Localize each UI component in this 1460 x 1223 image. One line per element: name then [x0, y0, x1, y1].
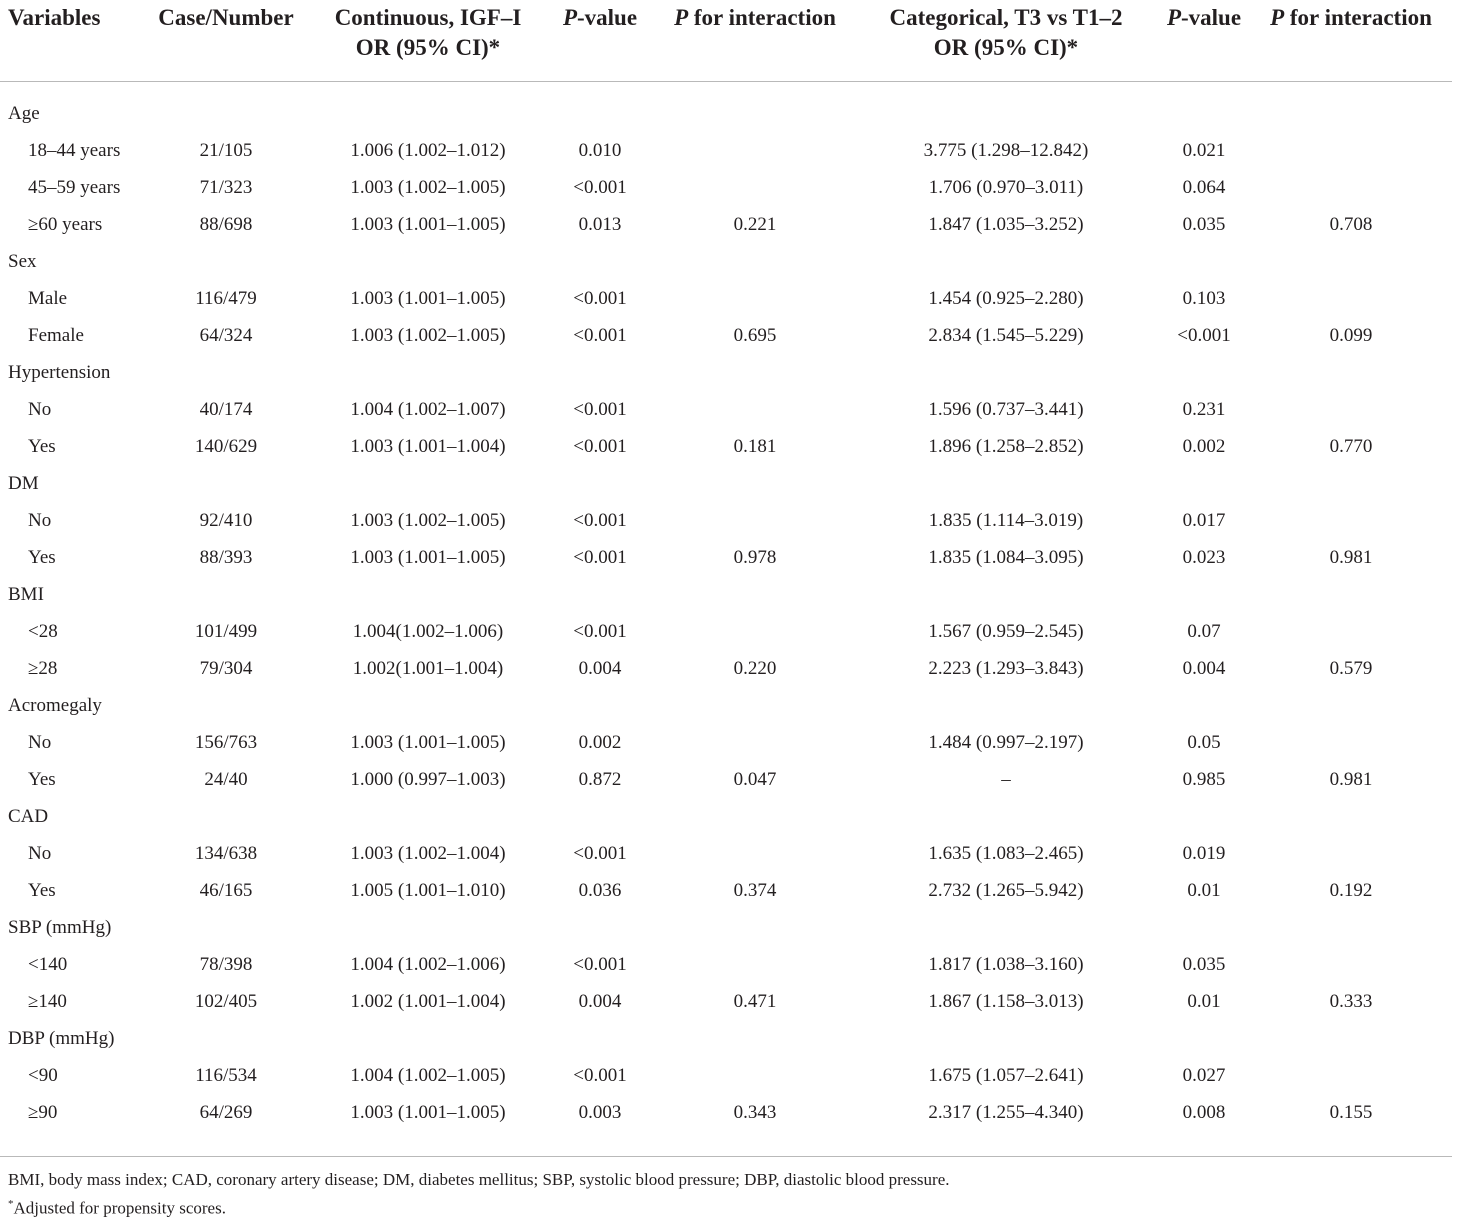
continuous-p-interaction-cell: 0.343: [733, 1102, 777, 1123]
categorical-or-cell: 2.317 (1.255–4.340): [928, 1102, 1084, 1123]
continuous-or-cell: 1.003 (1.002–1.005): [350, 510, 506, 531]
continuous-p-interaction-cell: [656, 170, 854, 207]
subgroup-label: Male: [28, 288, 68, 309]
continuous-p-value-cell: 0.004: [578, 658, 622, 679]
categorical-or-cell: 1.847 (1.035–3.252): [928, 214, 1084, 235]
continuous-or-cell: 1.003 (1.002–1.005): [350, 325, 506, 346]
categorical-p-value-cell: 0.002: [1182, 436, 1226, 457]
group-row: [0, 466, 1452, 503]
group-row: [0, 1021, 1452, 1058]
case-number-cell: 40/174: [199, 399, 253, 420]
categorical-p-interaction-cell: 0.770: [1329, 436, 1373, 457]
categorical-p-interaction-cell: [1250, 170, 1452, 207]
subgroup-label: No: [28, 510, 52, 531]
group-row: [0, 244, 1452, 281]
categorical-p-value-cell: 0.035: [1182, 954, 1226, 975]
categorical-p-interaction-cell: [1250, 836, 1452, 873]
categorical-p-interaction-cell: [1250, 725, 1452, 762]
categorical-p-interaction-cell: 0.192: [1329, 880, 1373, 901]
case-number-cell: 71/323: [199, 177, 253, 198]
header-case-number: Case/Number: [140, 0, 312, 82]
continuous-p-interaction-cell: [656, 503, 854, 540]
case-number-cell: 88/393: [199, 547, 253, 568]
categorical-or-cell: 1.675 (1.057–2.641): [928, 1065, 1084, 1086]
table-row: [0, 873, 1452, 910]
continuous-p-interaction-cell: 0.978: [733, 547, 777, 568]
categorical-p-interaction-cell: 0.981: [1329, 547, 1373, 568]
header-categorical-or: Categorical, T3 vs T1–2 OR (95% CI)*: [854, 0, 1158, 82]
group-row: [0, 688, 1452, 725]
categorical-p-value-cell: 0.07: [1187, 621, 1221, 642]
categorical-or-cell: 2.732 (1.265–5.942): [928, 880, 1084, 901]
categorical-or-cell: –: [1001, 769, 1011, 790]
header-continuous-or: Continuous, IGF–I OR (95% CI)*: [312, 0, 544, 82]
continuous-or-cell: 1.003 (1.001–1.004): [350, 436, 506, 457]
continuous-p-interaction-cell: 0.695: [733, 325, 777, 346]
continuous-p-interaction-cell: [656, 392, 854, 429]
continuous-or-cell: 1.005 (1.001–1.010): [350, 880, 506, 901]
header-spacer-row: [0, 82, 1452, 96]
categorical-p-interaction-cell: 0.981: [1329, 769, 1373, 790]
header-variables: Variables: [0, 0, 140, 82]
continuous-or-cell: 1.006 (1.002–1.012): [350, 140, 506, 161]
case-number-cell: 140/629: [194, 436, 258, 457]
continuous-or-cell: 1.003 (1.001–1.005): [350, 1102, 506, 1123]
case-number-cell: 156/763: [194, 732, 258, 753]
continuous-p-value-cell: 0.013: [578, 214, 622, 235]
case-number-cell: 24/40: [204, 769, 248, 790]
table-row: [0, 207, 1452, 244]
subgroup-label: <90: [28, 1065, 58, 1086]
continuous-or-cell: 1.004 (1.002–1.005): [350, 1065, 506, 1086]
continuous-or-cell: 1.002(1.001–1.004): [352, 658, 504, 679]
group-label: DM: [8, 473, 39, 494]
table-body: [0, 82, 1452, 1132]
header-continuous-p-value: P-value: [544, 0, 656, 82]
table-row: [0, 318, 1452, 355]
group-label: Acromegaly: [8, 695, 102, 716]
subgroup-label: Yes: [28, 880, 56, 901]
categorical-p-interaction-cell: 0.155: [1329, 1102, 1373, 1123]
subgroup-label: No: [28, 843, 52, 864]
categorical-p-interaction-cell: [1250, 392, 1452, 429]
group-row: [0, 799, 1452, 836]
continuous-p-value-cell: 0.002: [578, 732, 622, 753]
table-row: [0, 133, 1452, 170]
case-number-cell: 92/410: [199, 510, 253, 531]
continuous-p-interaction-cell: [656, 725, 854, 762]
continuous-p-value-cell: <0.001: [573, 547, 627, 568]
table-row: [0, 281, 1452, 318]
asterisk-note-text: Adjusted for propensity scores.: [13, 1198, 226, 1218]
categorical-p-value-cell: 0.231: [1182, 399, 1226, 420]
categorical-or-cell: 1.896 (1.258–2.852): [928, 436, 1084, 457]
continuous-or-cell: 1.004(1.002–1.006): [352, 621, 504, 642]
table-row: [0, 947, 1452, 984]
categorical-p-value-cell: 0.017: [1182, 510, 1226, 531]
subgroup-label: No: [28, 399, 52, 420]
categorical-or-cell: 1.454 (0.925–2.280): [928, 288, 1084, 309]
continuous-p-value-cell: 0.003: [578, 1102, 622, 1123]
case-number-cell: 46/165: [199, 880, 253, 901]
continuous-p-value-cell: <0.001: [573, 436, 627, 457]
continuous-p-value-cell: 0.036: [578, 880, 622, 901]
table-row: [0, 651, 1452, 688]
categorical-or-cell: 3.775 (1.298–12.842): [923, 140, 1089, 161]
group-label: CAD: [8, 806, 49, 827]
continuous-p-interaction-cell: [656, 836, 854, 873]
categorical-p-value-cell: 0.008: [1182, 1102, 1226, 1123]
case-number-cell: 78/398: [199, 954, 253, 975]
table-row: [0, 836, 1452, 873]
case-number-cell: 101/499: [194, 621, 258, 642]
continuous-p-value-cell: <0.001: [573, 1065, 627, 1086]
subgroup-label: 45–59 years: [28, 177, 121, 198]
continuous-p-interaction-cell: [656, 281, 854, 318]
group-label: BMI: [8, 584, 44, 605]
categorical-p-interaction-cell: 0.579: [1329, 658, 1373, 679]
categorical-p-value-cell: 0.985: [1182, 769, 1226, 790]
categorical-or-cell: 1.706 (0.970–3.011): [928, 177, 1084, 198]
categorical-p-value-cell: 0.01: [1187, 991, 1221, 1012]
categorical-or-cell: 1.484 (0.997–2.197): [928, 732, 1084, 753]
continuous-p-value-cell: 0.872: [578, 769, 622, 790]
group-label: Age: [8, 103, 40, 124]
continuous-or-cell: 1.003 (1.002–1.004): [350, 843, 506, 864]
asterisk-footnote: [0, 1192, 1452, 1221]
table-row: [0, 429, 1452, 466]
categorical-or-cell: 1.635 (1.083–2.465): [928, 843, 1084, 864]
categorical-p-interaction-cell: 0.333: [1329, 991, 1373, 1012]
categorical-p-interaction-cell: [1250, 281, 1452, 318]
categorical-p-interaction-cell: [1250, 947, 1452, 984]
continuous-p-interaction-cell: 0.181: [733, 436, 777, 457]
categorical-or-cell: 1.596 (0.737–3.441): [928, 399, 1084, 420]
case-number-cell: 64/324: [199, 325, 253, 346]
categorical-p-value-cell: 0.064: [1182, 177, 1226, 198]
continuous-p-value-cell: <0.001: [573, 621, 627, 642]
case-number-cell: 64/269: [199, 1102, 253, 1123]
abbreviations-note: BMI, body mass index; CAD, coronary artery disease; DM, diabetes mellitus; SBP, systolic blood pressure; DBP, diastolic blood pressure.: [8, 1170, 950, 1189]
categorical-or-cell: 2.223 (1.293–3.843): [928, 658, 1084, 679]
continuous-p-interaction-cell: [656, 133, 854, 170]
subgroup-label: ≥140: [28, 991, 67, 1012]
continuous-or-cell: 1.003 (1.001–1.005): [350, 214, 506, 235]
continuous-p-interaction-cell: [656, 1058, 854, 1095]
continuous-p-interaction-cell: 0.374: [733, 880, 777, 901]
subgroup-label: Female: [28, 325, 84, 346]
continuous-p-interaction-cell: [656, 947, 854, 984]
table-row: [0, 725, 1452, 762]
continuous-p-value-cell: <0.001: [573, 843, 627, 864]
continuous-or-cell: 1.003 (1.001–1.005): [350, 547, 506, 568]
categorical-p-value-cell: 0.01: [1187, 880, 1221, 901]
continuous-p-interaction-cell: [656, 614, 854, 651]
group-label: DBP (mmHg): [8, 1028, 115, 1049]
table-row: [0, 984, 1452, 1021]
categorical-p-value-cell: 0.019: [1182, 843, 1226, 864]
table-row: [0, 1095, 1452, 1132]
continuous-p-value-cell: <0.001: [573, 954, 627, 975]
subgroup-label: Yes: [28, 547, 56, 568]
table-row: [0, 503, 1452, 540]
categorical-p-interaction-cell: [1250, 503, 1452, 540]
table-row: [0, 614, 1452, 651]
continuous-p-value-cell: <0.001: [573, 177, 627, 198]
group-row: [0, 577, 1452, 614]
categorical-p-value-cell: <0.001: [1177, 325, 1231, 346]
categorical-p-interaction-cell: 0.099: [1329, 325, 1373, 346]
continuous-or-cell: 1.004 (1.002–1.007): [350, 399, 506, 420]
subgroup-label: ≥90: [28, 1102, 58, 1123]
continuous-p-value-cell: <0.001: [573, 325, 627, 346]
continuous-p-interaction-cell: 0.047: [733, 769, 777, 790]
categorical-or-cell: 1.817 (1.038–3.160): [928, 954, 1084, 975]
continuous-p-interaction-cell: 0.220: [733, 658, 777, 679]
subgroup-label: 18–44 years: [28, 140, 121, 161]
case-number-cell: 102/405: [194, 991, 258, 1012]
continuous-p-value-cell: <0.001: [573, 288, 627, 309]
header-categorical-p-value: P-value: [1158, 0, 1250, 82]
case-number-cell: 79/304: [199, 658, 253, 679]
categorical-or-cell: 1.835 (1.084–3.095): [928, 547, 1084, 568]
group-label: Sex: [8, 251, 37, 272]
continuous-or-cell: 1.003 (1.001–1.005): [350, 288, 506, 309]
continuous-p-value-cell: 0.004: [578, 991, 622, 1012]
categorical-or-cell: 1.867 (1.158–3.013): [928, 991, 1084, 1012]
subgroup-label: No: [28, 732, 52, 753]
group-label: Hypertension: [8, 362, 111, 383]
subgroup-label: ≥60 years: [28, 214, 103, 235]
subgroup-label: <28: [28, 621, 58, 642]
header-categorical-p-interaction: P for interaction: [1250, 0, 1452, 82]
categorical-p-value-cell: 0.103: [1182, 288, 1226, 309]
categorical-p-value-cell: 0.023: [1182, 547, 1226, 568]
categorical-p-value-cell: 0.05: [1187, 732, 1221, 753]
categorical-or-cell: 1.835 (1.114–3.019): [928, 510, 1084, 531]
categorical-p-interaction-cell: [1250, 614, 1452, 651]
asterisk-mark: *: [8, 1198, 14, 1210]
continuous-p-value-cell: 0.010: [578, 140, 622, 161]
table-row: [0, 392, 1452, 429]
group-label: SBP (mmHg): [8, 917, 112, 938]
table-footnotes: [0, 1156, 1452, 1221]
continuous-or-cell: 1.003 (1.001–1.005): [350, 732, 506, 753]
group-row: [0, 355, 1452, 392]
continuous-p-value-cell: <0.001: [573, 510, 627, 531]
continuous-p-interaction-cell: 0.221: [733, 214, 777, 235]
categorical-or-cell: 1.567 (0.959–2.545): [928, 621, 1084, 642]
categorical-p-interaction-cell: [1250, 1058, 1452, 1095]
case-number-cell: 134/638: [194, 843, 258, 864]
continuous-p-value-cell: <0.001: [573, 399, 627, 420]
table-row: [0, 540, 1452, 577]
categorical-p-interaction-cell: [1250, 133, 1452, 170]
table-header: [0, 0, 1452, 82]
subgroup-label: Yes: [28, 436, 56, 457]
case-number-cell: 116/534: [195, 1065, 257, 1086]
categorical-or-cell: 2.834 (1.545–5.229): [928, 325, 1084, 346]
header-continuous-p-interaction: P for interaction: [656, 0, 854, 82]
categorical-p-value-cell: 0.027: [1182, 1065, 1226, 1086]
subgroup-label: Yes: [28, 769, 56, 790]
case-number-cell: 88/698: [199, 214, 253, 235]
table-row: [0, 762, 1452, 799]
continuous-or-cell: 1.002 (1.001–1.004): [350, 991, 506, 1012]
categorical-p-value-cell: 0.004: [1182, 658, 1226, 679]
table-row: [0, 1058, 1452, 1095]
categorical-p-interaction-cell: 0.708: [1329, 214, 1373, 235]
continuous-or-cell: 1.000 (0.997–1.003): [350, 769, 506, 790]
continuous-p-interaction-cell: 0.471: [733, 991, 777, 1012]
case-number-cell: 116/479: [195, 288, 257, 309]
subgroup-label: ≥28: [28, 658, 58, 679]
categorical-p-value-cell: 0.021: [1182, 140, 1226, 161]
categorical-p-value-cell: 0.035: [1182, 214, 1226, 235]
continuous-or-cell: 1.003 (1.002–1.005): [350, 177, 506, 198]
subgroup-label: <140: [28, 954, 68, 975]
continuous-or-cell: 1.004 (1.002–1.006): [350, 954, 506, 975]
table-row: [0, 170, 1452, 207]
group-row: [0, 910, 1452, 947]
group-row: [0, 96, 1452, 133]
case-number-cell: 21/105: [199, 140, 253, 161]
